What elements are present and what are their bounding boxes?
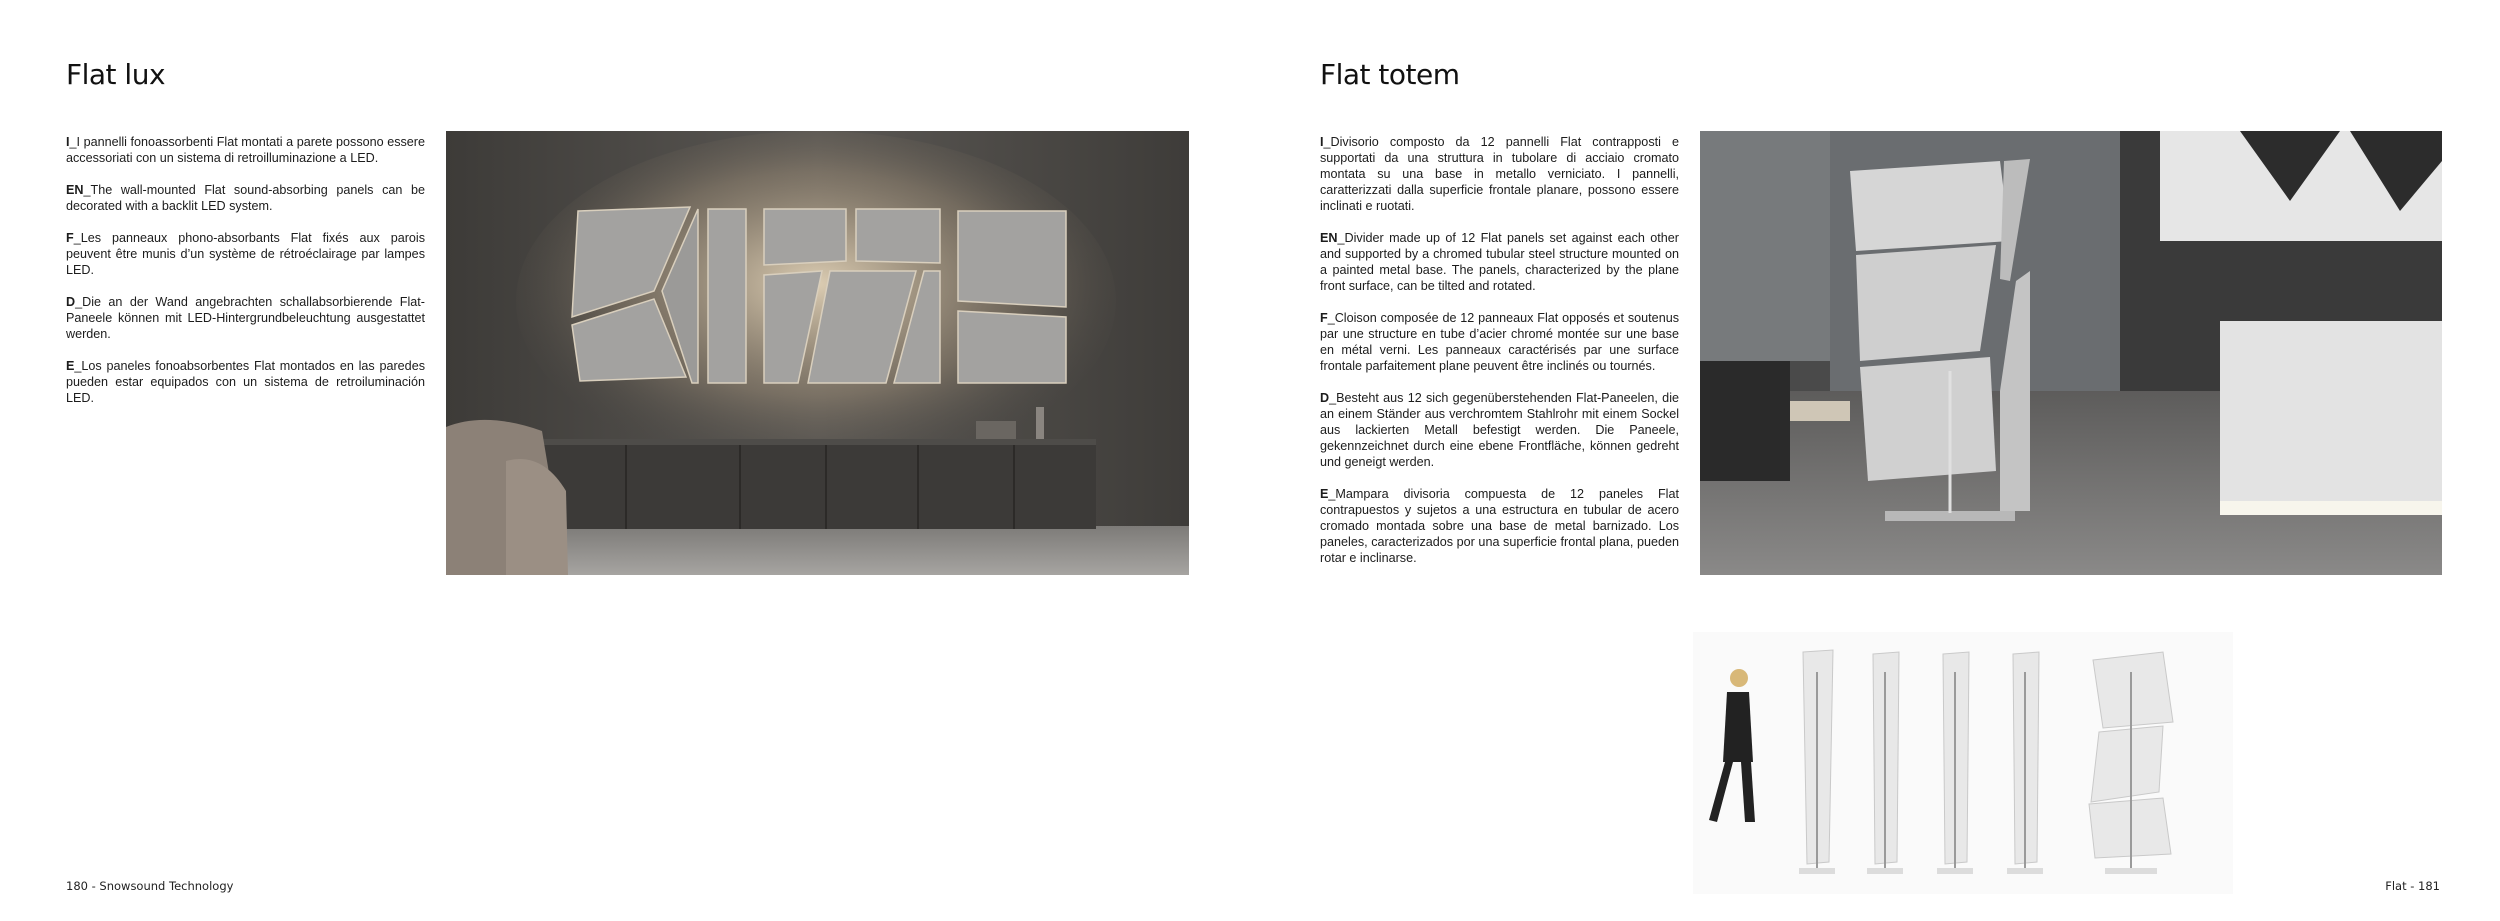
paragraph-text: _Los paneles fonoabsorbentes Flat montados en las paredes pueden estar equipados con un sistema de retroiluminación LED. xyxy=(66,359,425,405)
paragraph-text: _I pannelli fonoassorbenti Flat montati a parete possono essere accessoriati con un sistema di retroilluminazione a LED. xyxy=(66,135,425,165)
page-footer-left: 180 - Snowsound Technology xyxy=(66,879,234,893)
page-title-flat-totem: Flat totem xyxy=(1320,58,1460,91)
paragraph-italian xyxy=(1320,134,1679,214)
flat-totem-configurations-photo xyxy=(1693,632,2233,894)
page-footer-right: Flat - 181 xyxy=(2385,879,2440,893)
paragraph-text: _Cloison composée de 12 panneaux Flat opposés et soutenus par une structure en tube d’acier chromé montée sur une base en métal verni. Les panneaux caractérisés par une surface frontale parfaitement plane peuvent être inclinés ou tournés. xyxy=(1320,311,1679,373)
language-code: I xyxy=(1320,135,1324,149)
paragraph-spanish xyxy=(66,358,425,406)
flat-lux-photo xyxy=(446,131,1189,575)
paragraph-text: _Divider made up of 12 Flat panels set against each other and supported by a chromed tubular steel structure mounted on a painted metal base. The panels, characterized by the plane front surface, can be tilted and rotated. xyxy=(1320,231,1679,293)
paragraph-german xyxy=(66,294,425,342)
flat-totem-configurations-illustration xyxy=(1693,632,2233,894)
flat-lux-illustration xyxy=(446,131,1189,575)
description-flat-totem xyxy=(1320,134,1679,582)
description-flat-lux xyxy=(66,134,425,422)
language-code: D xyxy=(66,295,76,309)
language-code: E xyxy=(1320,487,1329,501)
paragraph-text: _Les panneaux phono-absorbants Flat fixés aux parois peuvent être munis d’un système de rétroéclairage par lampes LED. xyxy=(66,231,425,277)
paragraph-text: _The wall-mounted Flat sound-absorbing panels can be decorated with a backlit LED system. xyxy=(66,183,425,213)
language-code: I xyxy=(66,135,70,149)
paragraph-german xyxy=(1320,390,1679,470)
paragraph-text: _Mampara divisoria compuesta de 12 paneles Flat contrapuestos y sujetos a una estructura en tubular de acero cromado montada sobre una base de metal barnizado. Los paneles, caracterizados por una superficie frontal plana, pueden rotar e inclinarse. xyxy=(1320,487,1679,565)
paragraph-english xyxy=(66,182,425,214)
language-code: D xyxy=(1320,391,1330,405)
flat-totem-illustration xyxy=(1700,131,2442,575)
paragraph-text: _Die an der Wand angebrachten schallabsorbierende Flat-Paneele können mit LED-Hintergrundbeleuchtung ausgestattet werden. xyxy=(66,295,425,341)
page-title-flat-lux: Flat lux xyxy=(66,58,166,91)
paragraph-italian xyxy=(66,134,425,166)
language-code: EN xyxy=(66,183,84,197)
paragraph-french xyxy=(66,230,425,278)
paragraph-french xyxy=(1320,310,1679,374)
paragraph-spanish xyxy=(1320,486,1679,566)
paragraph-text: _Besteht aus 12 sich gegenüberstehenden Flat-Paneelen, die an einem Ständer aus verchromtem Stahlrohr mit einem Sockel aus lackierten Metall befestigt werden. Die Paneele, gekennzeichnet durch eine ebene Frontfläche, können gedreht und geneigt werden. xyxy=(1320,391,1679,469)
language-code: F xyxy=(66,231,74,245)
paragraph-text: _Divisorio composto da 12 pannelli Flat contrapposti e supportati da una struttura in tubolare di acciaio cromato montata su una base in metallo verniciato. I pannelli, caratterizzati dalla superficie frontale planare, possono essere inclinati e ruotati. xyxy=(1320,135,1679,213)
flat-totem-photo xyxy=(1700,131,2442,575)
language-code: EN xyxy=(1320,231,1338,245)
language-code: E xyxy=(66,359,75,373)
language-code: F xyxy=(1320,311,1328,325)
paragraph-english xyxy=(1320,230,1679,294)
